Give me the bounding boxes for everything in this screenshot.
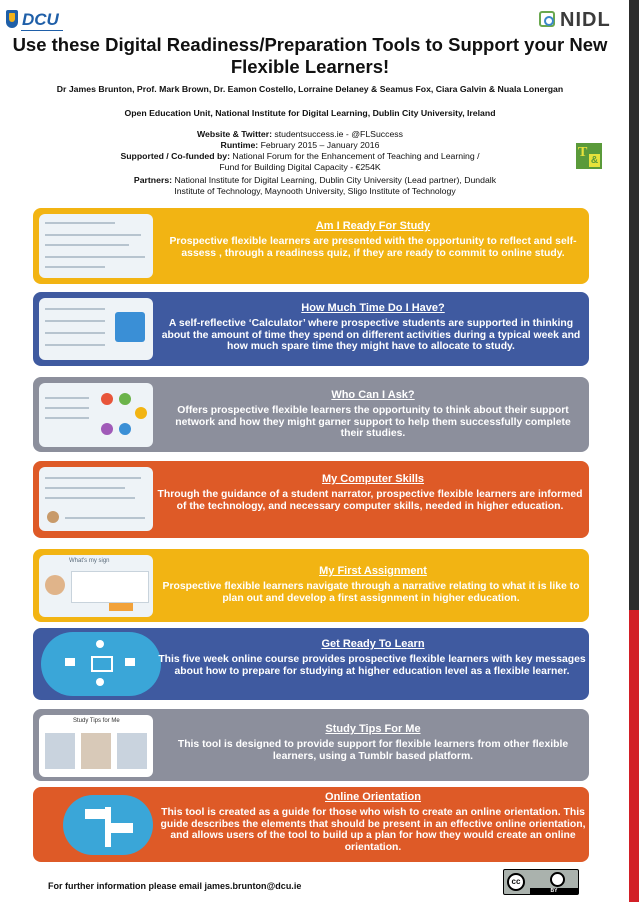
poster-title: Use these Digital Readiness/Preparation Tools to Support your New Flexible Learners! bbox=[12, 34, 608, 77]
tool-panel-am-i-ready bbox=[33, 208, 589, 284]
tool-description: This tool is designed to provide support for flexible learners from other flexible learners, using a Tumblr based platform. bbox=[177, 739, 569, 762]
attribution-icon bbox=[550, 872, 565, 887]
nidl-logo bbox=[539, 10, 623, 32]
tool-title: My First Assignment bbox=[319, 565, 427, 577]
nidl-mark-icon bbox=[539, 11, 555, 27]
contact-footer: For further information please email james.brunton@dcu.ie bbox=[48, 881, 302, 891]
creative-commons-badge bbox=[503, 869, 579, 895]
tool-panel-first-assignment bbox=[33, 549, 589, 622]
tool-panel-computer-skills bbox=[33, 461, 589, 538]
tool-title: Am I Ready For Study bbox=[315, 220, 431, 232]
tool-description: This five week online course provides prospective flexible learners with key messages about how to prepare for studying at higher education level as a flexible learner. bbox=[158, 654, 586, 677]
right-edge-bar bbox=[629, 0, 639, 902]
tool-description: A self-reflective ‘Calculator’ where prospective students are supported in thinking about the amount of time they spend on different activities during a typical week and how much spare time they might have to allocate to study. bbox=[161, 318, 581, 353]
tool-panel-online-orientation bbox=[33, 787, 589, 862]
course-icons-thumbnail bbox=[41, 632, 161, 696]
tool-thumbnail bbox=[39, 467, 153, 531]
tool-title: Study Tips For Me bbox=[325, 723, 421, 735]
tool-description: Prospective flexible learners navigate through a narrative relating to what it is like to plan out and develop a first assignment in higher education. bbox=[162, 581, 580, 604]
tool-title: Online Orientation bbox=[325, 791, 421, 803]
tool-thumbnail: Study Tips for Me bbox=[39, 715, 153, 777]
tool-description: Prospective flexible learners are presented with the opportunity to reflect and self-assess , through a readiness quiz, if they are ready to commit to online study. bbox=[169, 236, 577, 259]
affiliation: Open Education Unit, National Institute for Digital Learning, Dublin City University, Ireland bbox=[124, 108, 496, 118]
cc-icon: cc bbox=[507, 873, 525, 891]
tool-description: This tool is created as a guide for those who wish to create an online orientation. This guide describes the elements that should be present in an effective online orientation, and allows users of the tool to build up a plan for how they would create an online orientation. bbox=[160, 807, 586, 853]
funding-line: Supported / Co-funded by: National Forum for the Enhancement of Teaching and Learning / Fund for Building Digital Capacity - €254K bbox=[120, 151, 480, 172]
tool-title: How Much Time Do I Have? bbox=[301, 302, 445, 314]
tool-panel-who-can-i-ask bbox=[33, 377, 589, 452]
website-line: Website & Twitter: studentsuccess.ie - @FLSuccess bbox=[197, 129, 403, 139]
tool-thumbnail bbox=[39, 214, 153, 278]
tool-panel-get-ready-to-learn bbox=[33, 628, 589, 700]
tool-thumbnail bbox=[39, 298, 153, 360]
nidl-logo-text: NIDL bbox=[560, 9, 611, 31]
tool-title: Who Can I Ask? bbox=[331, 389, 415, 401]
author-list: Dr James Brunton, Prof. Mark Brown, Dr. Eamon Costello, Lorraine Delaney & Seamus Fox, Ciara Galvin & Nuala Lonergan bbox=[56, 84, 564, 94]
dcu-shield-icon bbox=[6, 10, 18, 28]
signpost-icon bbox=[63, 795, 153, 855]
tool-description: Through the guidance of a student narrator, prospective flexible learners are informed of the technology, and necessary computer skills, needed in higher education. bbox=[157, 489, 583, 512]
tool-title: Get Ready To Learn bbox=[321, 638, 425, 650]
runtime-line: Runtime: February 2015 – January 2016 bbox=[220, 140, 380, 150]
teaching-learning-logo: T & bbox=[576, 143, 602, 169]
tool-thumbnail bbox=[39, 383, 153, 447]
tool-title: My Computer Skills bbox=[321, 473, 425, 485]
cc-by-label: BY bbox=[530, 888, 578, 894]
tool-panel-study-tips bbox=[33, 709, 589, 781]
tool-panel-how-much-time bbox=[33, 292, 589, 366]
tool-description: Offers prospective flexible learners the opportunity to think about their support network and how they might garner support to help them successfully complete their studies. bbox=[175, 405, 571, 440]
tool-thumbnail: What's my sign bbox=[39, 555, 153, 617]
right-edge-bar-red bbox=[629, 610, 639, 902]
dcu-logo-text: DCU bbox=[22, 10, 59, 29]
partners-line: Partners: National Institute for Digital Learning, Dublin City University (Lead partner), Dundalk Institute of Technology, Maynooth University, Sligo Institute of Technology bbox=[133, 175, 497, 196]
